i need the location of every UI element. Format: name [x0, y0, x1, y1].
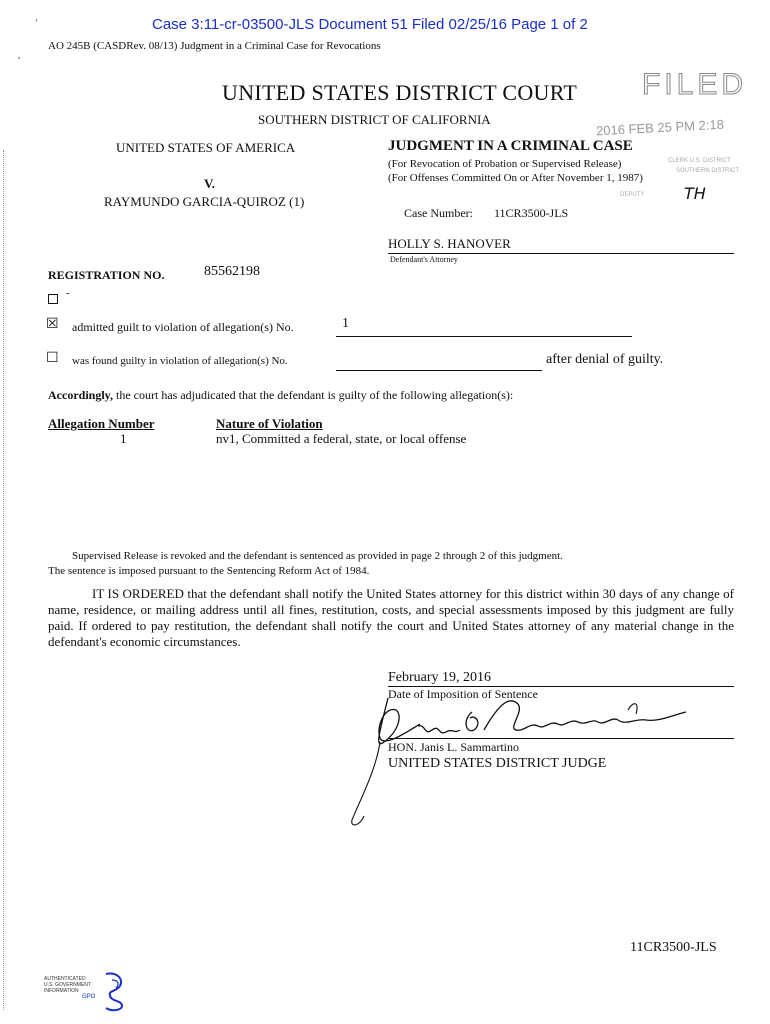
gpo-line: GPO [82, 994, 96, 1000]
gpo-line: U.S. GOVERNMENT [44, 982, 91, 988]
court-district: SOUTHERN DISTRICT OF CALIFORNIA [258, 112, 491, 127]
registration-number: 85562198 [204, 264, 260, 279]
found-guilty-rule [336, 370, 542, 371]
order-paragraph: IT IS ORDERED that the defendant shall notify the United States attorney for this district within 30 days of any change of name, residence, or mailing address until all fines, restitution, costs, and special assessments imposed by this judgment are fully paid. If ordered to pay restitution, the defendant shall notify the court and United States attorney of any material change in the defendant's economic circumstances. [48, 586, 734, 649]
judge-signature-rule [388, 738, 734, 739]
attorney-rule [388, 253, 734, 254]
case-number: 11CR3500-JLS [494, 206, 569, 220]
clerk-initials: TH [684, 184, 706, 203]
clerk-stamp-line: DEPUTY [620, 192, 645, 198]
filed-stamp: FILED [642, 68, 748, 101]
clerk-stamp-line: SOUTHERN DISTRICT [676, 168, 739, 174]
gpo-eagle-logo [102, 970, 128, 1012]
form-identifier: AO 245B (CASDRev. 08/13) Judgment in a Criminal Case for Revocations [48, 40, 381, 52]
sentence-statement: Supervised Release is revoked and the defendant is sentenced as provided in page 2 through 2 of this judgment. [72, 550, 563, 562]
case-number-label: Case Number: [404, 206, 473, 220]
admitted-checkbox[interactable]: ☒ [46, 317, 59, 332]
judgment-type-line: (For Offenses Committed On or After November 1, 1987) [388, 172, 643, 184]
sentence-date: February 19, 2016 [388, 670, 492, 685]
admitted-allegation-number: 1 [342, 316, 349, 331]
defendant-name: RAYMUNDO GARCIA-QUIROZ (1) [104, 194, 305, 209]
registration-label: REGISTRATION NO. [48, 268, 165, 282]
defense-attorney-name: HOLLY S. HANOVER [388, 236, 511, 251]
gpo-line: AUTHENTICATED [44, 976, 86, 982]
versus-label: V. [204, 176, 215, 191]
clerk-stamp-line: CLERK U.S. DISTRICT [668, 158, 731, 164]
judgment-type-line: (For Revocation of Probation or Supervised Release) [388, 158, 622, 170]
gpo-authentication-text [44, 976, 95, 1000]
gpo-line: INFORMATION [44, 988, 79, 994]
adjudication-text: the court has adjudicated that the defendant is guilty of the following allegation(s): [113, 388, 514, 402]
court-title: UNITED STATES DISTRICT COURT [222, 80, 578, 105]
allegation-row-nature: nv1, Committed a federal, state, or local offense [216, 431, 467, 446]
blank-checkbox-dash: - [66, 288, 70, 299]
allegation-row-number: 1 [120, 431, 127, 446]
nature-of-violation-header: Nature of Violation [216, 416, 323, 431]
ecf-case-header: Case 3:11-cr-03500-JLS Document 51 Filed 02/25/16 Page 1 of 2 [152, 16, 588, 33]
admitted-label: admitted guilt to violation of allegation(s) No. [72, 320, 294, 334]
adjudication-lead: Accordingly, [48, 388, 113, 402]
judge-title: UNITED STATES DISTRICT JUDGE [388, 756, 607, 771]
attorney-label: Defendant's Attorney [390, 255, 458, 264]
admitted-allegation-rule [336, 336, 632, 337]
sentencing-act-statement: The sentence is imposed pursuant to the Sentencing Reform Act of 1984. [48, 565, 370, 577]
found-guilty-label: was found guilty in violation of allegation(s) No. [72, 355, 288, 367]
plaintiff-name: UNITED STATES OF AMERICA [116, 140, 296, 155]
sentence-date-label: Date of Imposition of Sentence [388, 687, 538, 701]
found-guilty-suffix: after denial of guilty. [546, 352, 664, 367]
footer-case-number: 11CR3500-JLS [630, 940, 717, 955]
judgment-heading: JUDGMENT IN A CRIMINAL CASE [388, 138, 633, 154]
margin-mark: ' [36, 18, 38, 28]
scan-edge [3, 150, 4, 1010]
adjudication-statement [48, 388, 513, 403]
margin-mark: , [18, 50, 21, 60]
filed-stamp-date: 2016 FEB 25 PM 2:18 [595, 116, 725, 139]
allegation-number-header: Allegation Number [48, 416, 155, 431]
blank-checkbox[interactable] [48, 294, 58, 304]
found-guilty-checkbox[interactable]: ☐ [46, 351, 59, 366]
judge-name: HON. Janis L. Sammartino [388, 740, 519, 754]
